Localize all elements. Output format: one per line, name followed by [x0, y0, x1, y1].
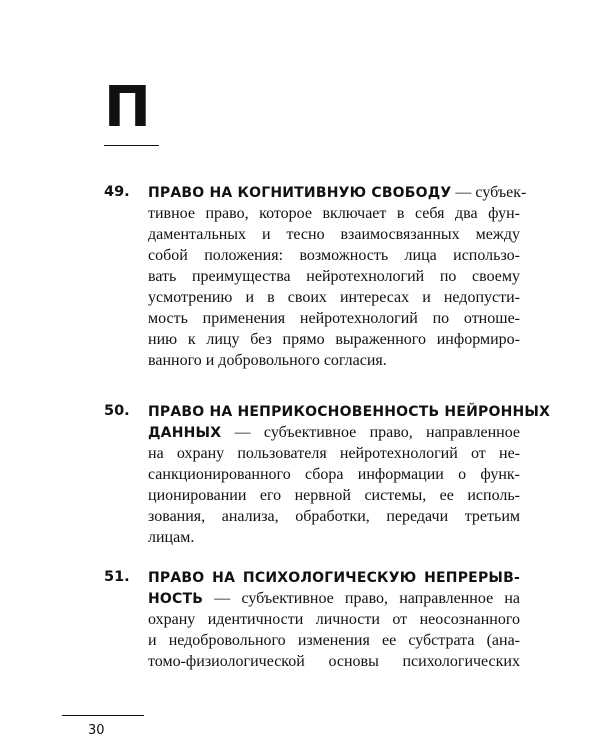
entry-line: усмотрению и в своих интересах и недопусти-	[148, 289, 520, 306]
page-number: 30	[88, 723, 105, 738]
entry-line: ванного и добровольного согласия.	[148, 352, 387, 369]
entry-term: ПРАВО НА КОГНИТИВНУЮ СВОБОДУ	[148, 185, 452, 201]
footnote-divider	[62, 715, 144, 716]
entry-line	[148, 567, 520, 588]
entry-line	[148, 422, 520, 443]
entry-line: на охрану пользователя нейротехнологий от не-	[148, 445, 520, 462]
entry-line: ционировании его нервной системы, ее исполь-	[148, 487, 520, 504]
entry-line: вать преимущества нейротехнологий по своему	[148, 268, 520, 285]
entry-line	[148, 401, 551, 422]
entry-text: — субъективное право, направленное на	[203, 590, 520, 607]
entry-line	[148, 182, 527, 203]
entry-body	[148, 567, 520, 672]
entry-number: 50.	[104, 403, 130, 419]
entry-line: мость применения нейротехнологий по отноше-	[148, 310, 520, 327]
entry-line: даментальных и тесно взаимосвязанных между	[148, 226, 520, 243]
section-divider	[104, 145, 159, 146]
entry-line: санкционированного сбора информации о функ-	[148, 466, 520, 483]
entry-text: — субъективное право, направленное	[221, 424, 520, 441]
entry-line: томо-физиологической основы психологических	[148, 653, 520, 670]
entry-line: зования, анализа, обработки, передачи третьим	[148, 508, 520, 525]
entry-term: ДАННЫХ	[148, 425, 222, 441]
entry-term: НОСТЬ	[148, 591, 204, 607]
entry-line	[148, 588, 520, 609]
section-letter: П	[104, 75, 150, 140]
entry-line: лицам.	[148, 529, 195, 546]
entry-term: ПРАВО НА ПСИХОЛОГИЧЕСКУЮ НЕПРЕРЫВ-	[148, 570, 520, 586]
entry-number: 49.	[104, 184, 130, 200]
entry-term: ПРАВО НА НЕПРИКОСНОВЕННОСТЬ НЕЙРОННЫХ	[148, 404, 551, 420]
entry-body	[148, 401, 551, 548]
entry-line: тивное право, которое включает в себя два фун-	[148, 205, 520, 222]
entry-text: — субъек-	[451, 184, 527, 201]
entry-line: охрану идентичности личности от неосознанного	[148, 611, 520, 628]
entry-line: нию к лицу без прямо выраженного информиро-	[148, 331, 520, 348]
entry-line: и недобровольного изменения ее субстрата (ана-	[148, 632, 520, 649]
entry-body	[148, 182, 527, 371]
entry-number: 51.	[104, 569, 130, 585]
entry-line: собой положения: возможность лица использо-	[148, 247, 520, 264]
